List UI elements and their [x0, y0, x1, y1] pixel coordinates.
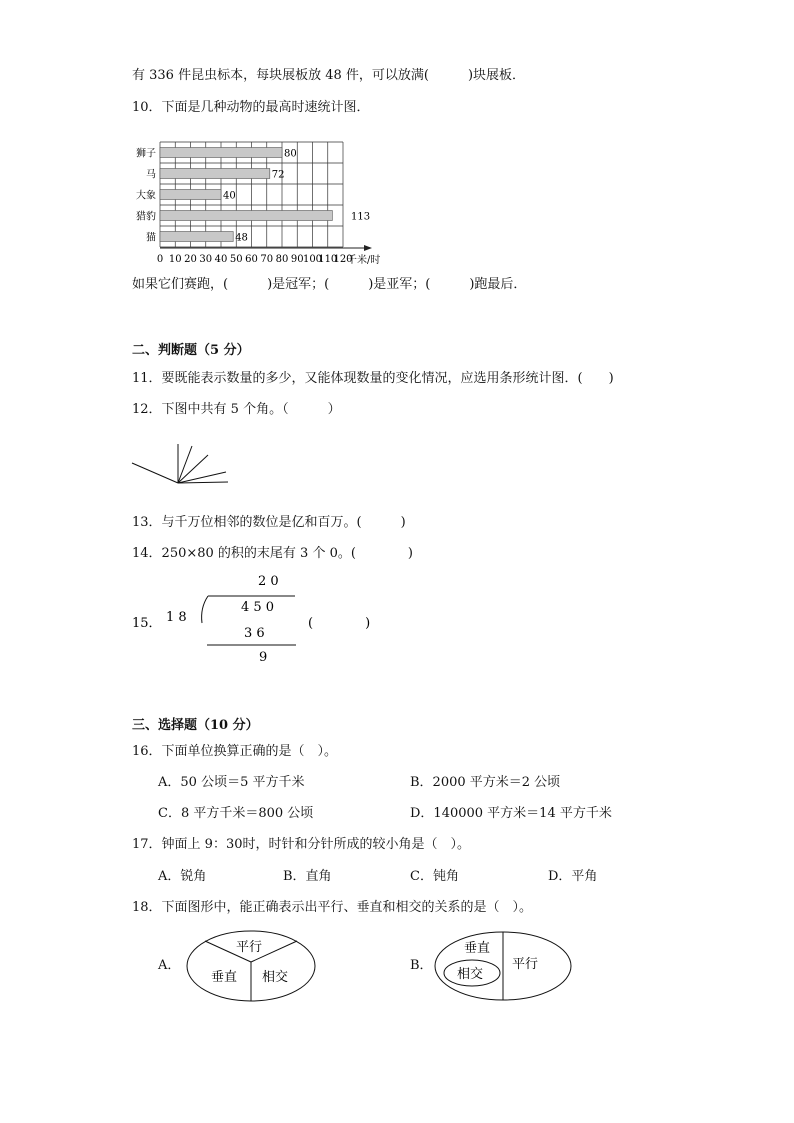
- tick-label: 10: [168, 254, 182, 265]
- data-label: 80: [284, 148, 297, 160]
- question-13: 13．与千万位相邻的数位是亿和百万。( ): [132, 515, 406, 530]
- x-axis-arrowhead: [364, 245, 372, 251]
- option-a-label-intersect: 相交: [262, 970, 289, 985]
- tick-label: 80: [275, 254, 289, 265]
- angle-ray-4: [178, 455, 208, 483]
- category-label: 猎豹: [136, 211, 156, 223]
- q17-option-a: A．锐角: [158, 869, 207, 884]
- chart-category-labels: [136, 147, 156, 244]
- data-label: 113: [351, 211, 371, 223]
- angles-figure: [130, 440, 240, 490]
- tick-label: 100: [302, 254, 323, 265]
- q15-paren: ( ): [308, 616, 371, 631]
- section-3-title: 三、选择题（10 分）: [132, 718, 259, 733]
- question-12: 12．下图中共有 5 个角。（ ）: [132, 402, 341, 417]
- option-b-label-perpendicular: 垂直: [464, 941, 491, 956]
- tick-label: 90: [290, 254, 304, 265]
- q17-option-c: C．钝角: [410, 869, 459, 884]
- option-a-label-perpendicular: 垂直: [211, 970, 238, 985]
- bar: [160, 148, 282, 158]
- data-label: 48: [235, 232, 248, 244]
- angle-ray-6: [178, 482, 228, 483]
- category-label: 猫: [146, 232, 156, 244]
- q18-option-b-diagram: [432, 928, 576, 1006]
- bar: [160, 190, 221, 200]
- q18-option-a-letter: A．: [158, 958, 181, 973]
- product: 3 6: [244, 626, 265, 641]
- question-18-stem: 18．下面图形中，能正确表示出平行、垂直和相交的关系的是（ ）。: [132, 900, 533, 915]
- question-11: 11．要既能表示数量的多少，又能体现数量的变化情况，应选用条形统计图．( ): [132, 371, 614, 386]
- quotient: 2 0: [258, 574, 279, 589]
- category-label: 狮子: [136, 148, 156, 160]
- divisor: 1 8: [166, 610, 187, 625]
- dividend: 4 5 0: [241, 600, 275, 615]
- question-14: 14．250×80 的积的末尾有 3 个 0。( ): [132, 546, 414, 561]
- question-16-stem: 16．下面单位换算正确的是（ ）。: [132, 744, 338, 759]
- category-label: 大象: [136, 190, 156, 202]
- long-division-figure: [130, 568, 430, 668]
- option-a-label-parallel: 平行: [236, 940, 263, 955]
- q16-option-b: B．2000 平方米＝2 公顷: [410, 775, 561, 790]
- tick-label: 120: [333, 254, 353, 265]
- tick-label: 50: [229, 254, 243, 265]
- chart-bars: [160, 148, 332, 242]
- category-label: 马: [146, 169, 156, 181]
- x-axis-label: 千米/时: [347, 255, 381, 266]
- data-label: 40: [223, 190, 236, 202]
- q17-option-d: D．平角: [548, 869, 598, 884]
- tick-label: 60: [245, 254, 258, 265]
- question-10-stem: 10．下面是几种动物的最高时速统计图．: [132, 100, 370, 115]
- angle-ray-1: [132, 463, 178, 483]
- q18-option-a-diagram: [184, 928, 320, 1006]
- bar: [160, 169, 270, 179]
- tick-label: 40: [214, 254, 228, 265]
- chart-tick-labels: [157, 254, 353, 265]
- bar: [160, 211, 332, 221]
- question-10-answer-line: 如果它们赛跑，( )是冠军；( )是亚军；( )跑最后．: [132, 277, 527, 292]
- q18-option-b-letter: B．: [410, 958, 433, 973]
- division-bracket: [202, 596, 208, 623]
- angle-ray-3: [178, 446, 192, 483]
- q15-number: 15．: [132, 616, 162, 631]
- q17-option-b: B．直角: [283, 869, 332, 884]
- tick-label: 110: [318, 254, 338, 265]
- remainder: 9: [259, 650, 268, 665]
- angle-ray-5: [178, 472, 226, 483]
- question-9-tail: 有 336 件昆虫标本，每块展板放 48 件，可以放满( )块展板．: [132, 68, 526, 83]
- tick-label: 30: [199, 254, 213, 265]
- bar: [160, 232, 233, 242]
- tick-label: 70: [260, 254, 274, 265]
- option-b-label-parallel: 平行: [512, 957, 539, 972]
- option-b-label-intersect: 相交: [457, 967, 484, 982]
- question-17-stem: 17．钟面上 9：30时，时针和分针所成的较小角是（ ）。: [132, 837, 470, 852]
- q16-option-a: A．50 公顷＝5 平方千米: [158, 775, 305, 790]
- data-label: 72: [271, 169, 285, 181]
- animal-speed-bar-chart: [128, 128, 398, 268]
- section-2-title: 二、判断题（5 分）: [132, 343, 250, 358]
- q16-option-c: C．8 平方千米＝800 公顷: [158, 806, 314, 821]
- q16-option-d: D．140000 平方米＝14 平方千米: [410, 806, 612, 821]
- tick-label: 0: [156, 254, 164, 265]
- tick-label: 20: [184, 254, 197, 265]
